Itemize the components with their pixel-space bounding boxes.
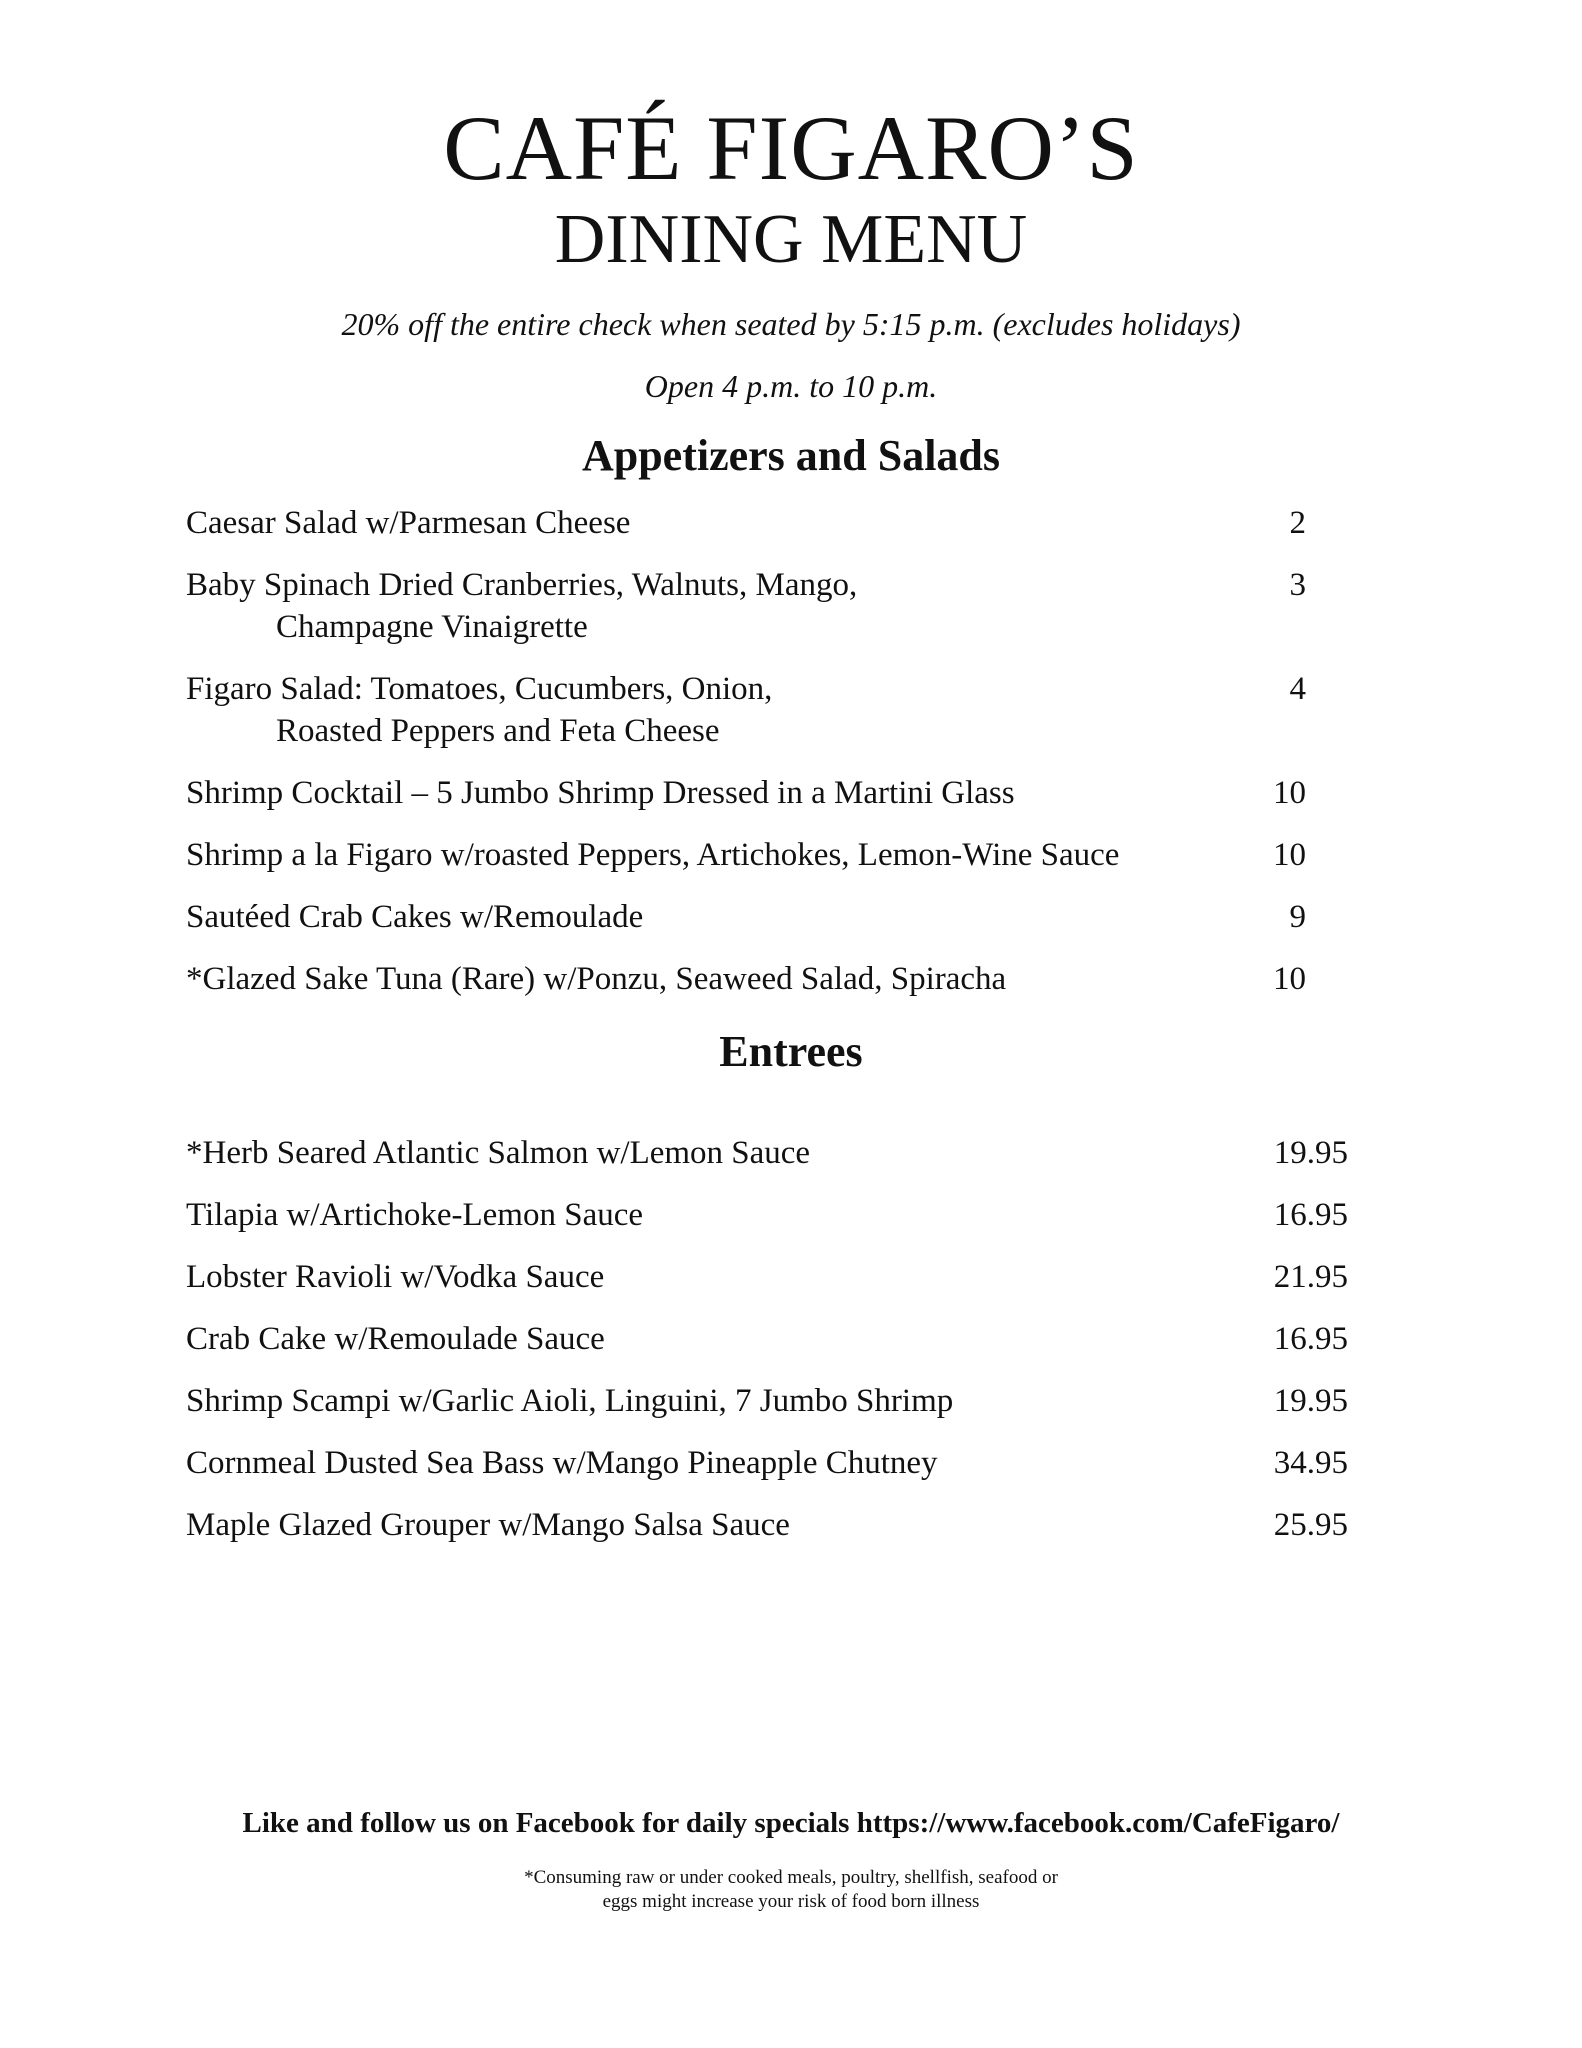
- list-item: [186, 1194, 1366, 1236]
- list-item: [186, 958, 1366, 1000]
- item-name-continued: Roasted Peppers and Feta Cheese: [276, 713, 720, 749]
- item-price: 10: [1273, 775, 1306, 811]
- item-price: 16.95: [1273, 1197, 1348, 1233]
- list-item: [186, 1132, 1366, 1174]
- item-name: Caesar Salad w/Parmesan Cheese: [186, 505, 631, 541]
- list-item: [186, 834, 1366, 876]
- menu-subtitle: DINING MENU: [554, 201, 1028, 278]
- item-name: Tilapia w/Artichoke-Lemon Sauce: [186, 1197, 644, 1233]
- item-price: 21.95: [1273, 1259, 1348, 1295]
- list-item: [186, 668, 1366, 752]
- item-name: Shrimp a la Figaro w/roasted Peppers, Artichokes, Lemon-Wine Sauce: [186, 837, 1120, 873]
- list-item: [186, 1256, 1366, 1298]
- list-item: [186, 1318, 1366, 1360]
- appetizers-heading: Appetizers and Salads: [581, 431, 1001, 480]
- restaurant-title: CAFÉ FIGARO’S: [443, 97, 1139, 199]
- list-item: [186, 896, 1366, 938]
- opening-hours: Open 4 p.m. to 10 p.m.: [644, 368, 938, 404]
- item-name: *Herb Seared Atlantic Salmon w/Lemon Sauce: [186, 1135, 811, 1171]
- list-item: [186, 1442, 1366, 1484]
- item-name: Shrimp Scampi w/Garlic Aioli, Linguini, 7 Jumbo Shrimp: [186, 1383, 954, 1419]
- disclaimer-line: *Consuming raw or under cooked meals, poultry, shellfish, seafood or: [524, 1867, 1058, 1888]
- item-name: Maple Glazed Grouper w/Mango Salsa Sauce: [186, 1507, 790, 1543]
- item-name: Baby Spinach Dried Cranberries, Walnuts, Mango,: [186, 567, 858, 603]
- item-price: 25.95: [1273, 1507, 1348, 1543]
- item-price: 16.95: [1273, 1321, 1348, 1357]
- item-name: *Glazed Sake Tuna (Rare) w/Ponzu, Seaweed Salad, Spiracha: [186, 961, 1007, 997]
- item-name: Crab Cake w/Remoulade Sauce: [186, 1321, 605, 1357]
- promo-note: 20% off the entire check when seated by 5:15 p.m. (excludes holidays): [341, 306, 1241, 342]
- item-name-continued: Champagne Vinaigrette: [276, 609, 588, 645]
- item-name: Sautéed Crab Cakes w/Remoulade: [186, 899, 644, 935]
- entrees-heading: Entrees: [719, 1027, 863, 1076]
- item-price: 19.95: [1273, 1383, 1348, 1419]
- item-price: 4: [1289, 671, 1306, 707]
- facebook-note: Like and follow us on Facebook for daily specials https://www.facebook.com/CafeFigaro/: [242, 1807, 1340, 1839]
- item-name: Figaro Salad: Tomatoes, Cucumbers, Onion,: [186, 671, 773, 707]
- list-item: [186, 502, 1366, 544]
- item-price: 9: [1289, 899, 1306, 935]
- item-price: 3: [1289, 567, 1306, 603]
- item-name: Cornmeal Dusted Sea Bass w/Mango Pineapple Chutney: [186, 1445, 938, 1481]
- item-name: Lobster Ravioli w/Vodka Sauce: [186, 1259, 605, 1295]
- item-price: 19.95: [1273, 1135, 1348, 1171]
- list-item: [186, 772, 1366, 814]
- list-item: [186, 1380, 1366, 1422]
- list-item: [186, 564, 1366, 648]
- item-name: Shrimp Cocktail – 5 Jumbo Shrimp Dressed in a Martini Glass: [186, 775, 1015, 811]
- food-safety-disclaimer: [0, 1866, 1582, 1914]
- list-item: [186, 1504, 1366, 1546]
- item-price: 2: [1289, 505, 1306, 541]
- item-price: 10: [1273, 961, 1306, 997]
- disclaimer-line: eggs might increase your risk of food born illness: [602, 1891, 980, 1912]
- item-price: 10: [1273, 837, 1306, 873]
- item-price: 34.95: [1273, 1445, 1348, 1481]
